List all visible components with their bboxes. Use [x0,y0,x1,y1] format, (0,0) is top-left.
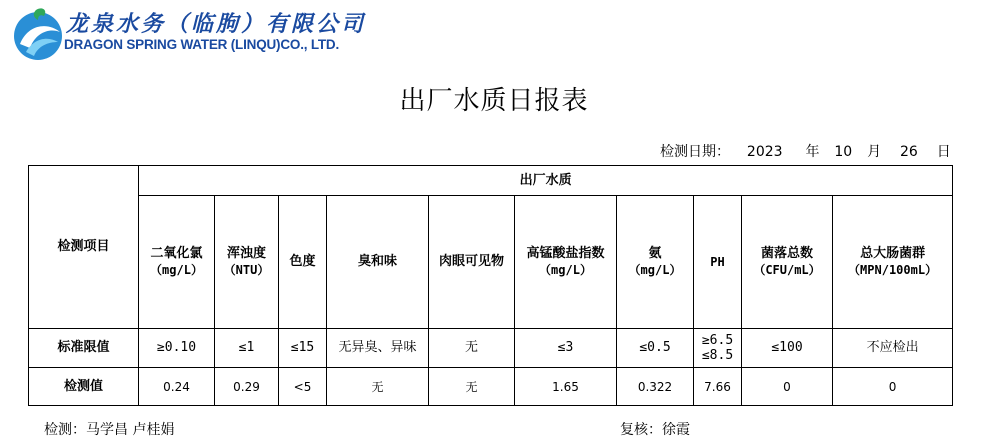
column-header: 色度 [279,196,327,329]
report-title: 出厂水质日报表 [399,86,589,116]
column-header: 二氧化氯 （mg/L） [139,196,215,329]
date-label: 检测日期： [660,144,730,160]
table-cell: ≤3 [515,329,617,368]
company-name-en: DRAGON SPRING WATER (LINQU)CO., LTD. [64,37,340,52]
row-header-label: 检测项目 [29,166,139,329]
inspector-signature [44,419,174,439]
table-cell: ≥6.5 ≤8.5 [694,329,742,368]
reviewer-label: 复核： [620,422,662,438]
table-cell: ≥0.10 [139,329,215,368]
column-header: 肉眼可见物 [429,196,515,329]
column-header: 总大肠菌群 （MPN/100mL） [833,196,953,329]
company-logo-icon [8,4,72,62]
table-cell: ≤100 [742,329,833,368]
table-cell: ≤1 [215,329,279,368]
table-cell: 0.322 [617,368,694,406]
table-cell: 0.29 [215,368,279,406]
date-day-unit: 日 [936,144,951,160]
date-day: 26 [900,144,918,160]
column-header: 臭和味 [327,196,429,329]
date-month: 10 [834,144,853,160]
table-row [29,368,953,406]
table-cell: 无异臭、异味 [327,329,429,368]
table-cell: 不应检出 [833,329,953,368]
column-header: PH [694,196,742,329]
table-cell: 0 [833,368,953,406]
table-row [29,329,953,368]
date-year: 2023 [746,144,783,160]
table-cell: 无 [327,368,429,406]
reviewer-signature [620,419,690,439]
inspector-names: 马学昌 卢桂娟 [86,422,175,438]
table-cell: 1.65 [515,368,617,406]
company-name-cn: 龙泉水务（临朐）有限公司 [66,11,367,37]
date-month-unit: 月 [867,144,882,160]
column-header: 高锰酸盐指数 （mg/L） [515,196,617,329]
table-cell: 无 [429,329,515,368]
table-cell: <5 [279,368,327,406]
table-cell: ≤15 [279,329,327,368]
row-label: 检测值 [29,368,139,406]
water-quality-table [28,165,953,406]
date-year-unit: 年 [805,144,820,160]
table-cell: ≤0.5 [617,329,694,368]
table-cell: 0 [742,368,833,406]
report-date [660,141,951,161]
column-header: 浑浊度 （NTU） [215,196,279,329]
table-cell: 无 [429,368,515,406]
column-header: 菌落总数 （CFU/mL） [742,196,833,329]
inspector-label: 检测： [44,422,86,438]
row-label: 标准限值 [29,329,139,368]
table-cell: 0.24 [139,368,215,406]
table-cell: 7.66 [694,368,742,406]
group-header: 出厂水质 [139,166,953,196]
reviewer-name: 徐霞 [662,422,690,438]
column-header: 氨 （mg/L） [617,196,694,329]
